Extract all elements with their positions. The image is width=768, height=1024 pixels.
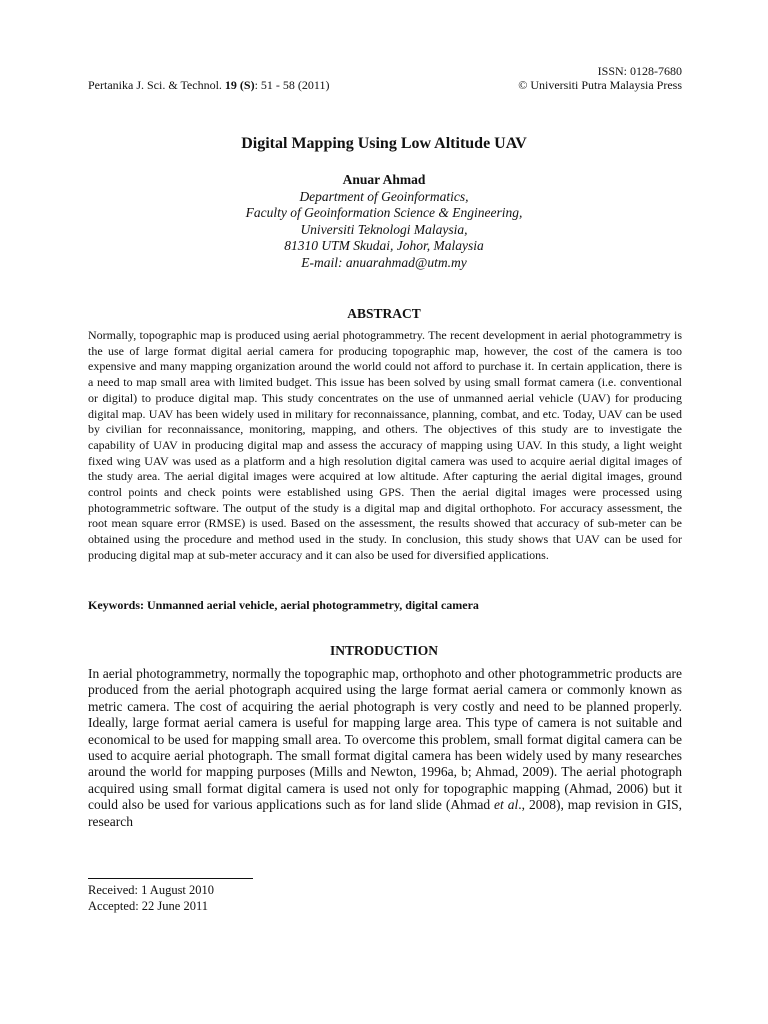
affiliation-line: 81310 UTM Skudai, Johor, Malaysia <box>284 238 484 253</box>
journal-citation <box>88 78 329 93</box>
abstract-text: Normally, topographic map is produced using aerial photogrammetry. The recent development in aerial photogrammetry is the use of large format digital aerial camera for producing topographic map, however, the cost of the camera is too expensive and many mapping organization around the world could not afford to purchase it. In certain application, there is a need to map small area with limited budget. This issue has been solved by using small format camera (i.e. conventional or digital) to produce digital map. This study concentrates on the use of unmanned aerial vehicle (UAV) for producing digital map. UAV has been widely used in military for reconnaissance, planning, combat, and etc. Today, UAV can be used by civilian for reconnaissance, monitoring, mapping, and others. The objectives of this study are to investigate the capability of UAV in producing digital map and assess the accuracy of mapping using UAV. In this study, a light weight fixed wing UAV was used as a platform and a high resolution digital camera was used to acquire aerial digital images of the study area. The aerial digital images were acquired at low altitude. After capturing the aerial digital images, ground control points and check points were established using GPS. Then the aerial digital images were processed using photogrammetric software. The output of the study is a digital map and digital orthophoto. For accuracy assessment, the root mean square error (RMSE) is used. Based on the assessment, the results showed that accuracy of sub-meter can be obtained using the procedure and method used in the study. In conclusion, this study shows that UAV can be used for producing digital map at sub-meter accuracy and it can also be used for diversified applications. <box>88 328 682 562</box>
received-date: Received: 1 August 2010 <box>88 883 215 897</box>
journal-pages-year: : 51 - 58 (2011) <box>254 78 330 92</box>
author-block <box>0 172 768 271</box>
author-name: Anuar Ahmad <box>342 172 426 187</box>
affiliation-line: Faculty of Geoinformation Science & Engineering, <box>245 205 523 220</box>
publisher: © Universiti Putra Malaysia Press <box>518 78 682 92</box>
journal-name: Pertanika J. Sci. & Technol. <box>88 78 225 92</box>
affiliation-line: Universiti Teknologi Malaysia, <box>300 221 468 237</box>
journal-volume: 19 (S) <box>224 78 255 92</box>
introduction-text-main: In aerial photogrammetry, normally the topographic map, orthophoto and other photogrammetric products are produced from the aerial photograph acquired using the large format aerial camera or commonly known as metric camera. The cost of acquiring the aerial photograph is very costly and need to be planned properly. Ideally, large format aerial camera is useful for mapping large area. This type of camera is not suitable and economical to be used for mapping small area. To overcome this problem, small format digital camera can be used to acquire aerial photograph. The small format digital camera has been widely used by many researches around the world for mapping purposes (Mills and Newton, 1996a, b; Ahmad, 2009). The aerial photograph acquired using small format digital camera is used not only for topographic mapping (Ahmad, 2006) but it could also be used for various applications such as for land slide (Ahmad <box>88 666 682 813</box>
issn: ISSN: 0128-7680 <box>597 64 682 78</box>
introduction-et-al: et al <box>494 797 519 813</box>
author-email: E-mail: anuarahmad@utm.my <box>301 254 467 270</box>
accepted-date: Accepted: 22 June 2011 <box>88 899 208 913</box>
footnote <box>88 882 214 914</box>
introduction-text <box>88 666 682 830</box>
affiliation-line: Department of Geoinformatics, <box>299 188 469 204</box>
footnote-divider <box>88 878 253 879</box>
abstract-heading: ABSTRACT <box>347 306 421 321</box>
keywords: Keywords: Unmanned aerial vehicle, aerial photogrammetry, digital camera <box>88 598 479 612</box>
introduction-text-tail: ., 2008), map revision in GIS, research <box>88 797 682 829</box>
introduction-heading: INTRODUCTION <box>329 643 438 658</box>
paper-title: Digital Mapping Using Low Altitude UAV <box>241 135 527 152</box>
journal-issn-block <box>518 64 682 92</box>
